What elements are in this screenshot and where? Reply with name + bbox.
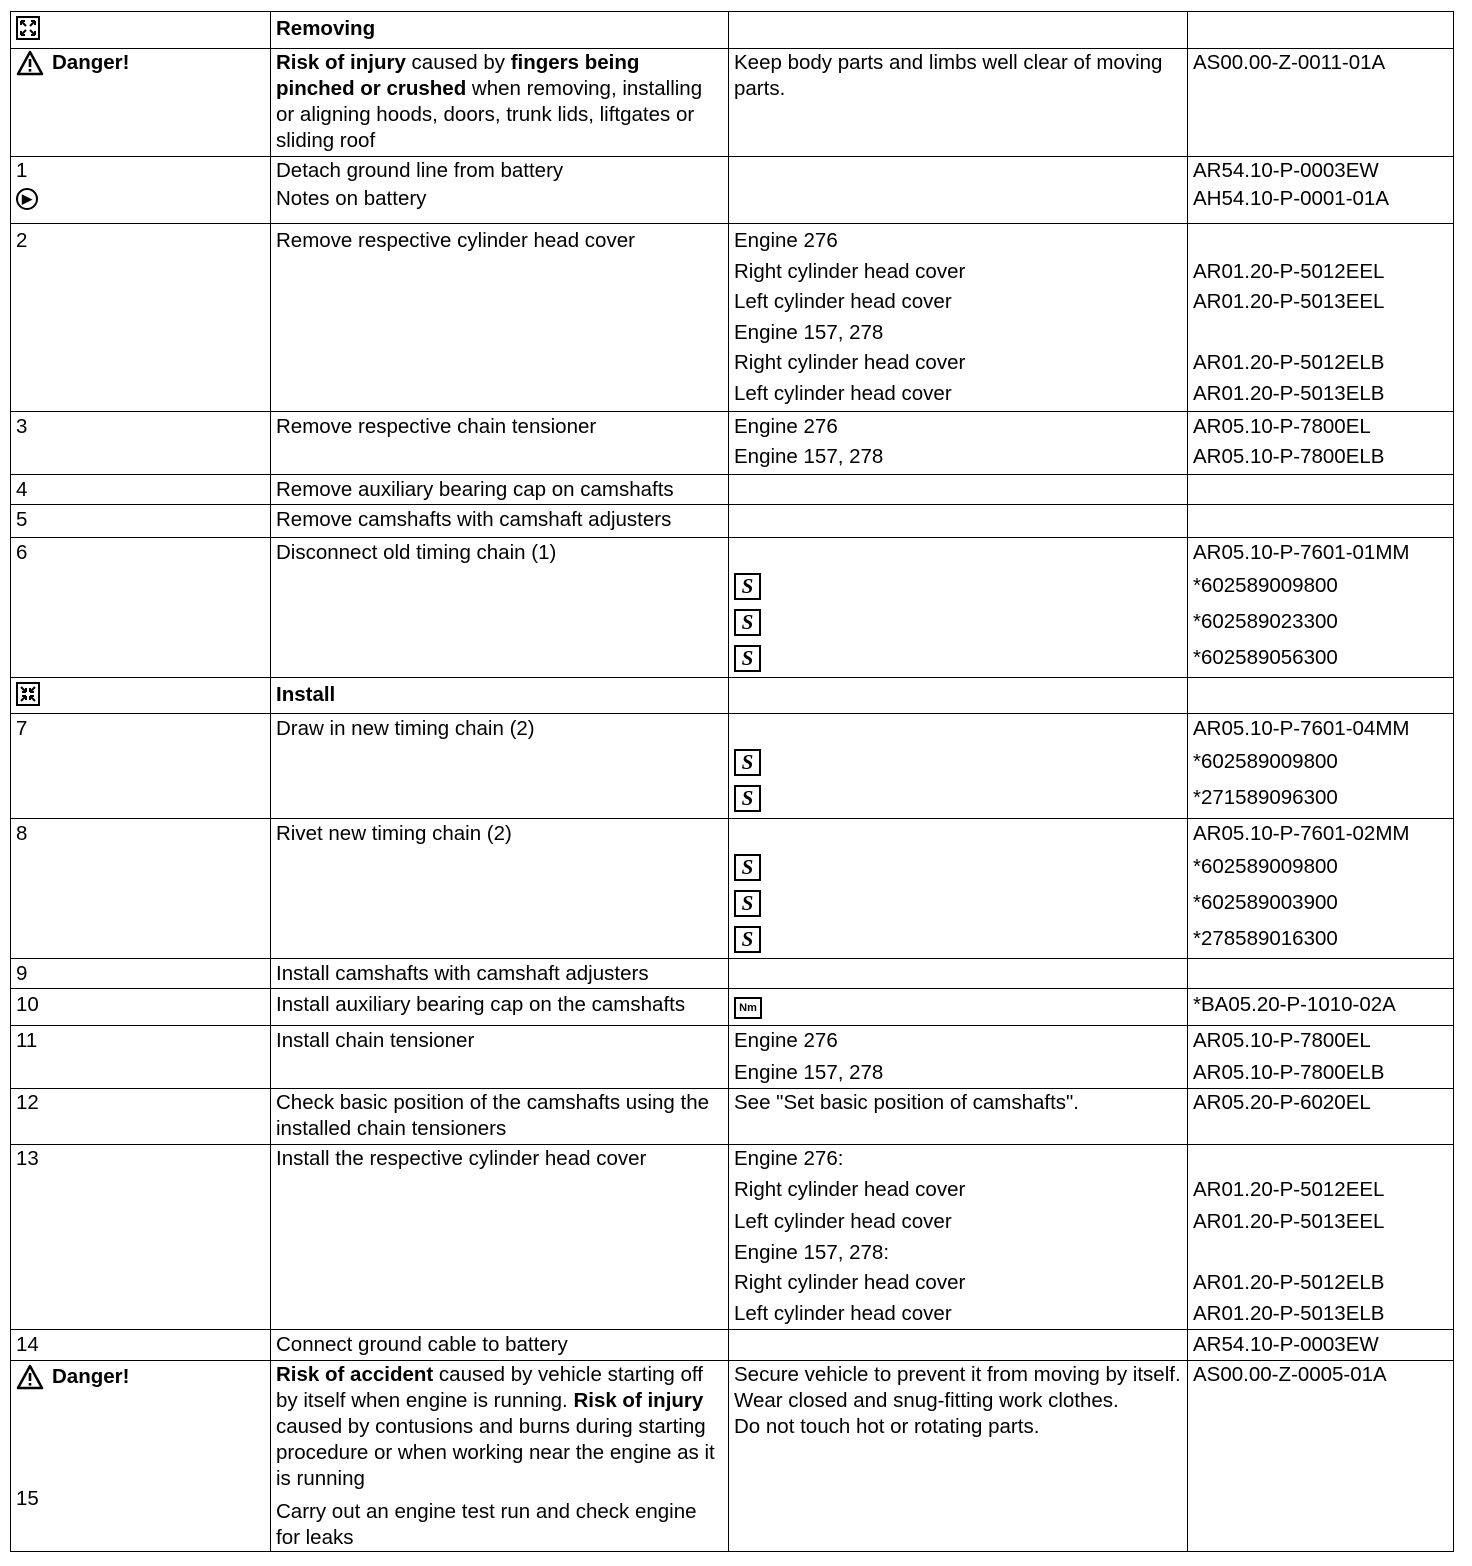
- step-row-10: [11, 989, 1454, 1026]
- step-row-4: [11, 475, 1454, 505]
- step-ref: AR54.10-P-0003EW: [1188, 1330, 1454, 1361]
- remark-line: Engine 276: [734, 415, 838, 438]
- note-icon: ▶: [16, 188, 38, 210]
- danger-1-ref: AS00.00-Z-0011-01A: [1188, 49, 1454, 157]
- remark-line: Engine 157, 278:: [734, 1241, 890, 1264]
- step-row-2: [11, 224, 1454, 412]
- step-row-14: [11, 1330, 1454, 1361]
- remark-line: Left cylinder head cover: [734, 290, 952, 313]
- step-number: 14: [11, 1330, 271, 1361]
- step-text: Install camshafts with camshaft adjusters: [271, 959, 729, 989]
- remark-line: Right cylinder head cover: [734, 1271, 966, 1294]
- remark-line: Engine 157, 278: [734, 1061, 884, 1084]
- danger-2-ref: AS00.00-Z-0005-01A: [1188, 1361, 1454, 1552]
- ref-line: [1193, 1240, 1448, 1270]
- step-row-3: [11, 412, 1454, 475]
- step-number: 6: [11, 538, 271, 678]
- expand-arrows-icon: [16, 682, 40, 706]
- step-number: 4: [11, 475, 271, 505]
- step-number: 8: [11, 819, 271, 959]
- remark-line: Engine 157, 278: [734, 320, 884, 344]
- step-row-6: [11, 538, 1454, 678]
- remark-line: Engine 276: [734, 229, 838, 252]
- special-tool-icon[interactable]: S: [734, 854, 761, 881]
- remark-line: Right cylinder head cover: [734, 351, 966, 374]
- ref-line: AR01.20-P-5012EEL: [1193, 1178, 1385, 1201]
- step-text: Draw in new timing chain (2): [271, 714, 729, 819]
- step-number: 10: [11, 989, 271, 1026]
- special-tool-icon[interactable]: S: [734, 645, 761, 672]
- step-text: Disconnect old timing chain (1): [271, 538, 729, 678]
- remark-line: Left cylinder head cover: [734, 1302, 952, 1325]
- special-tool-icon[interactable]: S: [734, 609, 761, 636]
- special-tool-icon[interactable]: S: [734, 573, 761, 600]
- danger-2-remedy: Wear closed and snug-fitting work clothes.: [734, 1389, 1119, 1412]
- warning-triangle-icon: [16, 1364, 44, 1390]
- step-text: Remove camshafts with camshaft adjusters: [271, 505, 729, 538]
- danger-label: Danger!: [52, 1365, 130, 1388]
- danger-2-remedy: Do not touch hot or rotating parts.: [734, 1415, 1040, 1438]
- ref-line: AR05.10-P-7800EL: [1193, 415, 1371, 438]
- section-title-install: Install: [276, 683, 336, 706]
- tool-number: *602589009800: [1193, 750, 1338, 773]
- step-text: Detach ground line from battery: [276, 159, 564, 182]
- step-text: Install chain tensioner: [271, 1026, 729, 1089]
- special-tool-icon[interactable]: S: [734, 749, 761, 776]
- ref-line: AR01.20-P-5012ELB: [1193, 1271, 1385, 1294]
- step-text: Rivet new timing chain (2): [271, 819, 729, 959]
- ref-line: AR01.20-P-5013ELB: [1193, 381, 1385, 405]
- step-number: 5: [11, 505, 271, 538]
- step-row-1: [11, 157, 1454, 224]
- tool-number: *602589009800: [1193, 574, 1338, 597]
- tool-number: *602589009800: [1193, 855, 1338, 878]
- danger-2-text: Risk of accident caused by vehicle starting off by itself when engine is running. Risk of injury caused by contusions and burns during starting procedure or when working near the engine as it is running: [276, 1363, 715, 1490]
- danger-row-2: [11, 1361, 1454, 1552]
- tool-number: *602589023300: [1193, 610, 1338, 633]
- step-row-7: [11, 714, 1454, 819]
- ref-line: [1193, 320, 1448, 351]
- danger-2-remedy: Secure vehicle to prevent it from moving by itself.: [734, 1363, 1181, 1386]
- danger-1-text: Risk of injury caused by fingers being pinched or crushed when removing, installing or aligning hoods, doors, trunk lids, liftgates or sliding roof: [271, 49, 729, 157]
- note-ref: AH54.10-P-0001-01A: [1193, 187, 1390, 210]
- step-ref: *BA05.20-P-1010-02A: [1188, 989, 1454, 1026]
- note-text: Notes on battery: [276, 187, 427, 210]
- step-number: 1: [16, 159, 28, 182]
- step-remark: See "Set basic position of camshafts".: [729, 1089, 1188, 1145]
- step-number: 9: [11, 959, 271, 989]
- step-number: 12: [11, 1089, 271, 1145]
- section-removing-row: [11, 12, 1454, 49]
- step-row-11: [11, 1026, 1454, 1089]
- step-ref: AR05.10-P-7601-04MM: [1193, 717, 1410, 740]
- ref-line: [1193, 1146, 1448, 1177]
- warning-triangle-icon: [16, 50, 44, 76]
- step-ref: AR05.10-P-7601-02MM: [1193, 822, 1410, 845]
- remark-line: Engine 157, 278: [734, 445, 884, 468]
- remark-line: Left cylinder head cover: [734, 381, 952, 405]
- expand-arrows-icon: [16, 16, 40, 40]
- torque-nm-icon[interactable]: Nm: [734, 997, 762, 1019]
- step-row-5: [11, 505, 1454, 538]
- ref-line: AR01.20-P-5012ELB: [1193, 351, 1385, 374]
- tool-number: *602589056300: [1193, 646, 1338, 669]
- step-text: Carry out an engine test run and check engine for leaks: [276, 1500, 697, 1549]
- procedure-table: [10, 11, 1454, 1552]
- ref-line: AR01.20-P-5013EEL: [1193, 1210, 1385, 1233]
- ref-line: AR05.10-P-7800EL: [1193, 1029, 1371, 1052]
- section-install-row: [11, 678, 1454, 714]
- ref-line: AR05.10-P-7800ELB: [1193, 1061, 1385, 1084]
- step-text: Remove auxiliary bearing cap on camshafts: [271, 475, 729, 505]
- step-number: 3: [11, 412, 271, 475]
- danger-1-remedy: Keep body parts and limbs well clear of moving parts.: [729, 49, 1188, 157]
- danger-row-1: [11, 49, 1454, 157]
- tool-number: *271589096300: [1193, 786, 1338, 809]
- step-ref: AR54.10-P-0003EW: [1193, 159, 1379, 182]
- step-text: Check basic position of the camshafts using the installed chain tensioners: [271, 1089, 729, 1145]
- step-text: Install the respective cylinder head cover: [271, 1145, 729, 1330]
- step-row-8: [11, 819, 1454, 959]
- special-tool-icon[interactable]: S: [734, 890, 761, 917]
- special-tool-icon[interactable]: S: [734, 785, 761, 812]
- remark-line: Right cylinder head cover: [734, 1178, 966, 1201]
- step-number: 7: [11, 714, 271, 819]
- tool-number: *278589016300: [1193, 927, 1338, 950]
- step-number: 2: [11, 224, 271, 412]
- ref-line: AR05.10-P-7800ELB: [1193, 445, 1385, 468]
- remark-line: Engine 276:: [734, 1147, 844, 1170]
- step-number: 13: [11, 1145, 271, 1330]
- danger-label: Danger!: [52, 51, 130, 74]
- step-row-12: [11, 1089, 1454, 1145]
- remark-line: Right cylinder head cover: [734, 259, 966, 283]
- step-text: Connect ground cable to battery: [271, 1330, 729, 1361]
- remark-line: Engine 276: [734, 1029, 838, 1052]
- ref-line: AR01.20-P-5013ELB: [1193, 1302, 1385, 1325]
- step-ref: AR05.20-P-6020EL: [1188, 1089, 1454, 1145]
- special-tool-icon[interactable]: S: [734, 926, 761, 953]
- step-text: Remove respective chain tensioner: [271, 412, 729, 475]
- step-number: 15: [16, 1487, 39, 1510]
- section-title-removing: Removing: [276, 17, 376, 40]
- step-text: Install auxiliary bearing cap on the camshafts: [271, 989, 729, 1026]
- remark-line: Left cylinder head cover: [734, 1210, 952, 1233]
- step-text: Remove respective cylinder head cover: [271, 224, 729, 412]
- step-ref: AR05.10-P-7601-01MM: [1193, 541, 1410, 564]
- tool-number: *602589003900: [1193, 891, 1338, 914]
- ref-line: AR01.20-P-5013EEL: [1193, 290, 1385, 313]
- step-row-13: [11, 1145, 1454, 1330]
- ref-line: [1193, 228, 1448, 259]
- step-row-9: [11, 959, 1454, 989]
- step-number: 11: [11, 1026, 271, 1089]
- ref-line: AR01.20-P-5012EEL: [1193, 259, 1385, 283]
